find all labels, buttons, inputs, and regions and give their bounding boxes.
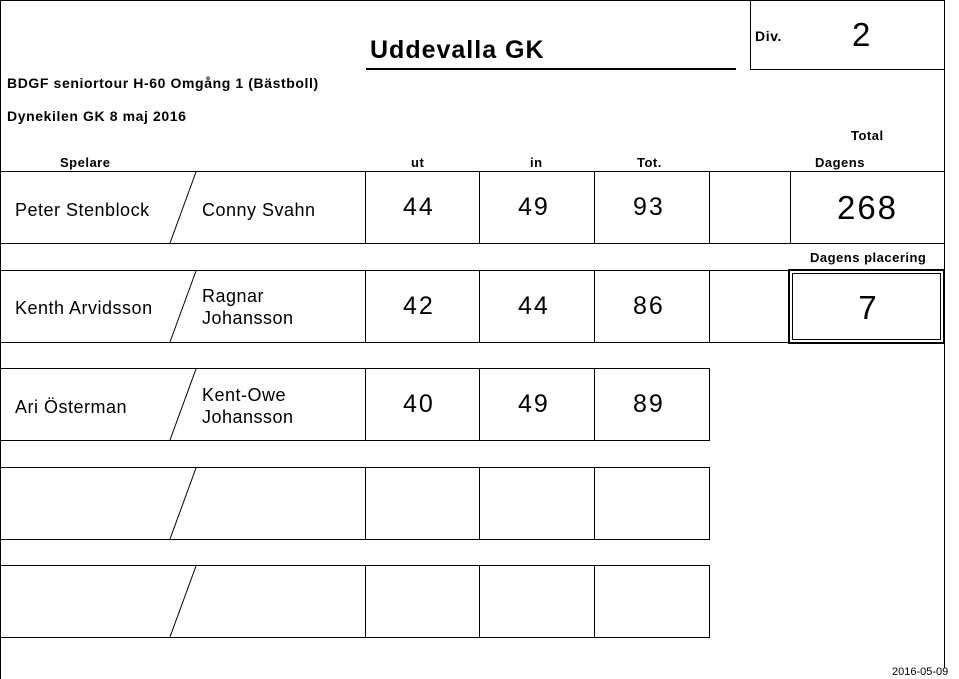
score-cell-ut: [365, 467, 480, 540]
player1-name: Peter Stenblock: [15, 200, 150, 220]
score-ut: 40: [403, 390, 435, 418]
score-in: 44: [518, 292, 550, 320]
score-in: 49: [518, 390, 550, 418]
player2-name: Ragnar Johansson: [202, 286, 294, 328]
player2-name: Kent-Owe Johansson: [202, 385, 294, 427]
venue-date: Dynekilen GK 8 maj 2016: [7, 108, 187, 124]
col-header-spelare: Spelare: [60, 155, 111, 170]
score-tot: 86: [633, 292, 665, 320]
player1-name: Ari Österman: [15, 397, 128, 417]
score-tot: 93: [633, 193, 665, 221]
player2-name: Conny Svahn: [202, 200, 316, 220]
col-header-tot: Tot.: [637, 155, 662, 170]
col-header-dagens: Dagens: [815, 155, 865, 170]
tournament-title: BDGF seniortour H-60 Omgång 1 (Bästboll): [7, 75, 319, 91]
score-cell-ut: [365, 565, 480, 638]
score-cell-tot: [594, 467, 710, 540]
score-cell-in: [479, 565, 595, 638]
club-name: Uddevalla GK: [370, 36, 545, 64]
placering-label: Dagens placering: [810, 250, 927, 265]
div-value: 2: [852, 16, 871, 53]
col-header-in: in: [530, 155, 543, 170]
div-label: Div.: [755, 28, 783, 44]
col-header-total: Total: [851, 128, 884, 143]
col-header-ut: ut: [411, 155, 425, 170]
score-cell-in: [479, 467, 595, 540]
score-cell-tot: [594, 565, 710, 638]
footer-date: 2016-05-09: [892, 666, 949, 678]
player1-name: Kenth Arvidsson: [15, 298, 153, 318]
score-ut: 42: [403, 292, 435, 320]
score-in: 49: [518, 193, 550, 221]
total-dagens-value: 268: [836, 188, 899, 226]
score-ut: 44: [403, 193, 435, 221]
placering-value: 7: [858, 288, 877, 326]
score-tot: 89: [633, 390, 665, 418]
